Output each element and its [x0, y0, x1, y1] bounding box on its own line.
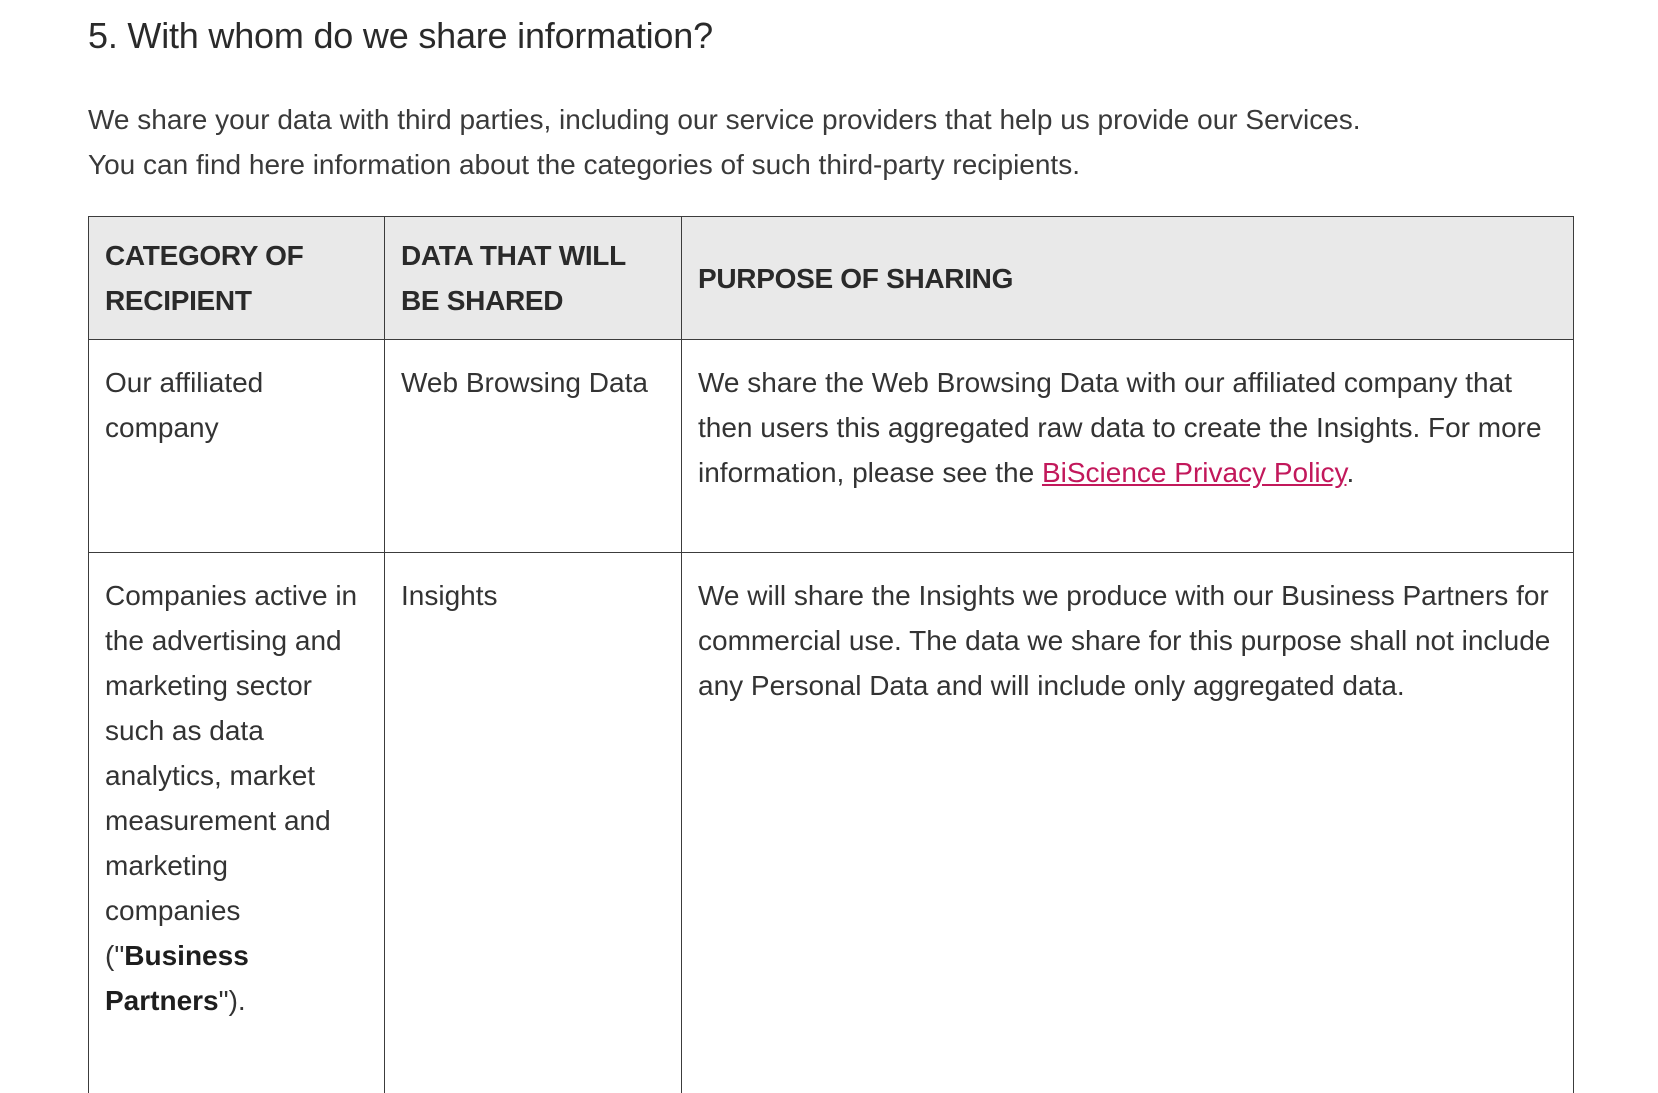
business-partners-term: Business Partners [105, 940, 249, 1016]
recipients-table [88, 216, 1574, 1093]
cell-purpose [682, 340, 1574, 553]
privacy-policy-section [88, 0, 1573, 1016]
purpose-end: . [1346, 457, 1355, 488]
cell-category [89, 553, 385, 1093]
table-row [89, 553, 1574, 1093]
biscience-privacy-policy-link[interactable]: BiScience Privacy Policy [1041, 457, 1347, 488]
header-data: DATA THAT WILL BE SHARED [385, 217, 682, 340]
cell-data: Web Browsing Data [385, 340, 682, 553]
cell-data: Insights [385, 553, 682, 1093]
cell-category: Our affiliated company [89, 340, 385, 553]
category-end: "). [218, 985, 246, 1016]
intro-line-1: We share your data with third parties, including our service providers that help us provide our Services. [88, 104, 1361, 135]
section-title: 5. With whom do we share information? [88, 15, 713, 56]
table-header-row [89, 217, 1574, 340]
table-row [89, 340, 1574, 553]
intro-line-2: You can find here information about the categories of such third-party recipients. [88, 149, 1080, 180]
cell-purpose: We will share the Insights we produce with our Business Partners for commercial use. The data we share for this purpose shall not include any Personal Data and will include only aggregated data. [682, 553, 1574, 1093]
header-category: CATEGORY OF RECIPIENT [89, 217, 385, 340]
section-intro [88, 97, 1573, 187]
header-purpose: PURPOSE OF SHARING [682, 217, 1574, 340]
category-text: Companies active in the advertising and marketing sector such as data analytics, market measurement and marketing companies (" [105, 580, 358, 971]
purpose-text: We share the Web Browsing Data with our affiliated company that then users this aggregated raw data to create the Insights. For more information, please see the [698, 367, 1542, 488]
